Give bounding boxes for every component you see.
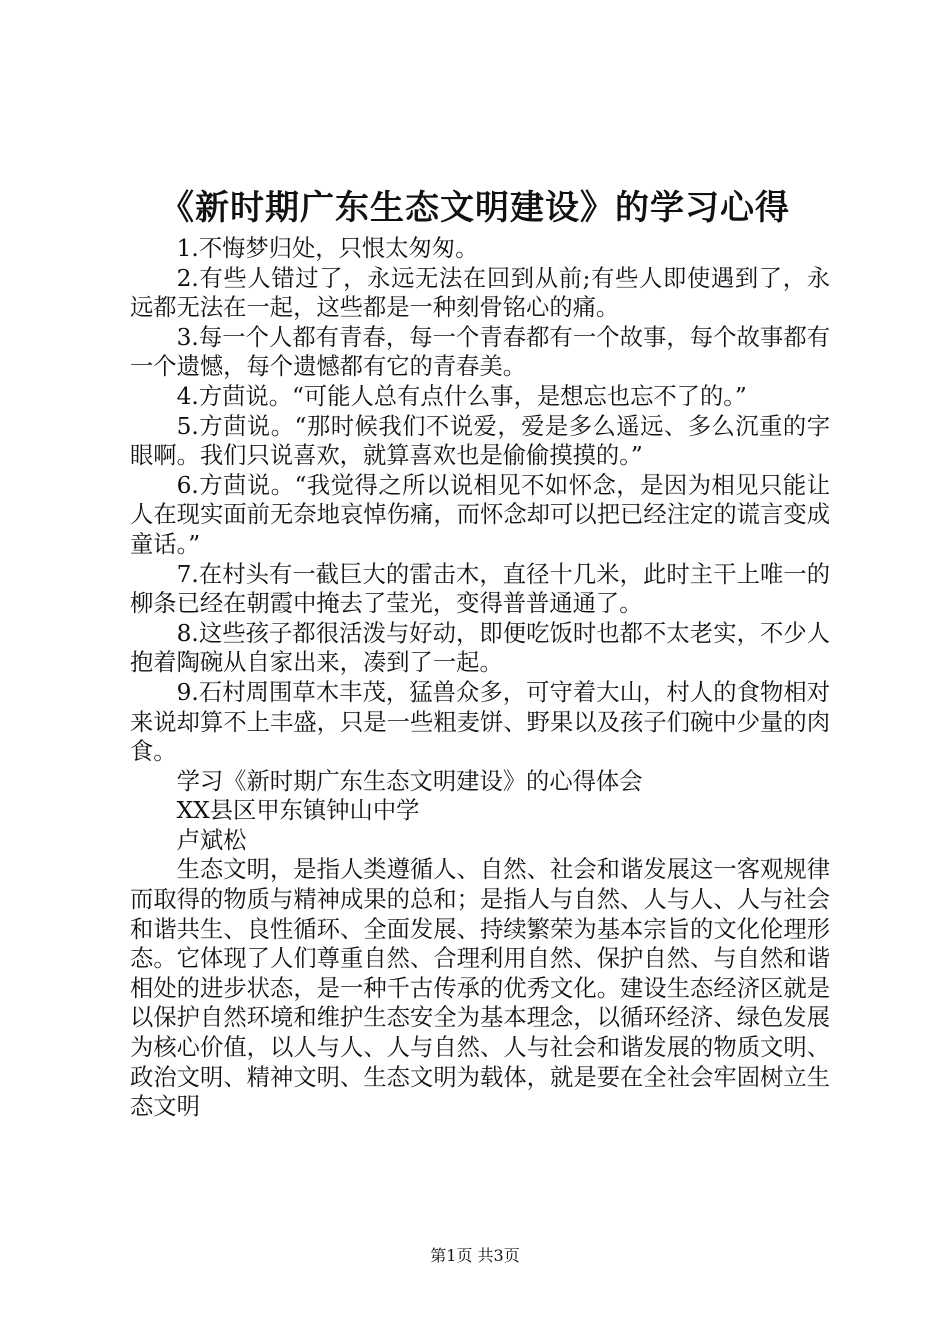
paragraph-7: 7.在村头有一截巨大的雷击木，直径十几米，此时主干上唯一的柳条已经在朝霞中掩去了莹光，变得普普通通了。 xyxy=(130,560,830,618)
essay-paragraph: 生态文明，是指人类遵循人、自然、社会和谐发展这一客观规律而取得的物质与精神成果的总和；是指人与自然、人与人、人与社会和谐共生、良性循环、全面发展、持续繁荣为基本宗旨的文化伦理形态。它体现了人们尊重自然、合理利用自然、保护自然、与自然和谐相处的进步状态，是一种千古传承的优秀文化。建设生态经济区就是以保护自然环境和维护生态安全为基本理念，以循环经济、绿色发展为核心价值，以人与人、人与自然、人与社会和谐发展的物质文明、政治文明、精神文明、生态文明为载体，就是要在全社会牢固树立生态文明 xyxy=(130,856,830,1121)
paragraph-6: 6.方茴说。“我觉得之所以说相见不如怀念，是因为相见只能让人在现实面前无奈地哀悼伤痛，而怀念却可以把已经注定的谎言变成童话。” xyxy=(130,471,830,558)
paragraph-1: 1.不悔梦归处，只恨太匆匆。 xyxy=(176,235,479,262)
author-name: 卢斌松 xyxy=(176,826,247,854)
paragraph-3: 3.每一个人都有青春，每一个青春都有一个故事，每个故事都有一个遗憾，每个遗憾都有它的青春美。 xyxy=(130,323,830,381)
paragraph-5: 5.方茴说。“那时候我们不说爱，爱是多么遥远、多么沉重的字眼啊。我们只说喜欢，就算喜欢也是偷偷摸摸的。” xyxy=(130,412,830,470)
school-name: XX县区甲东镇钟山中学 xyxy=(176,797,420,825)
essay-heading: 学习《新时期广东生态文明建设》的心得体会 xyxy=(176,767,643,795)
document-body xyxy=(130,234,830,1122)
document-title: 《新时期广东生态文明建设》的学习心得 xyxy=(160,188,790,228)
paragraph-8: 8.这些孩子都很活泼与好动，即便吃饭时也都不太老实，不少人抱着陶碗从自家出来，凑到了一起。 xyxy=(130,619,830,677)
paragraph-2: 2.有些人错过了，永远无法在回到从前;有些人即使遇到了，永远都无法在一起，这些都是一种刻骨铭心的痛。 xyxy=(130,264,830,322)
paragraph-9: 9.石村周围草木丰茂，猛兽众多，可守着大山，村人的食物相对来说却算不上丰盛，只是一些粗麦饼、野果以及孩子们碗中少量的肉食。 xyxy=(130,678,830,766)
page-number: 第1页 共3页 xyxy=(430,1246,520,1265)
paragraph-4: 4.方茴说。“可能人总有点什么事，是想忘也忘不了的。” xyxy=(176,382,747,410)
